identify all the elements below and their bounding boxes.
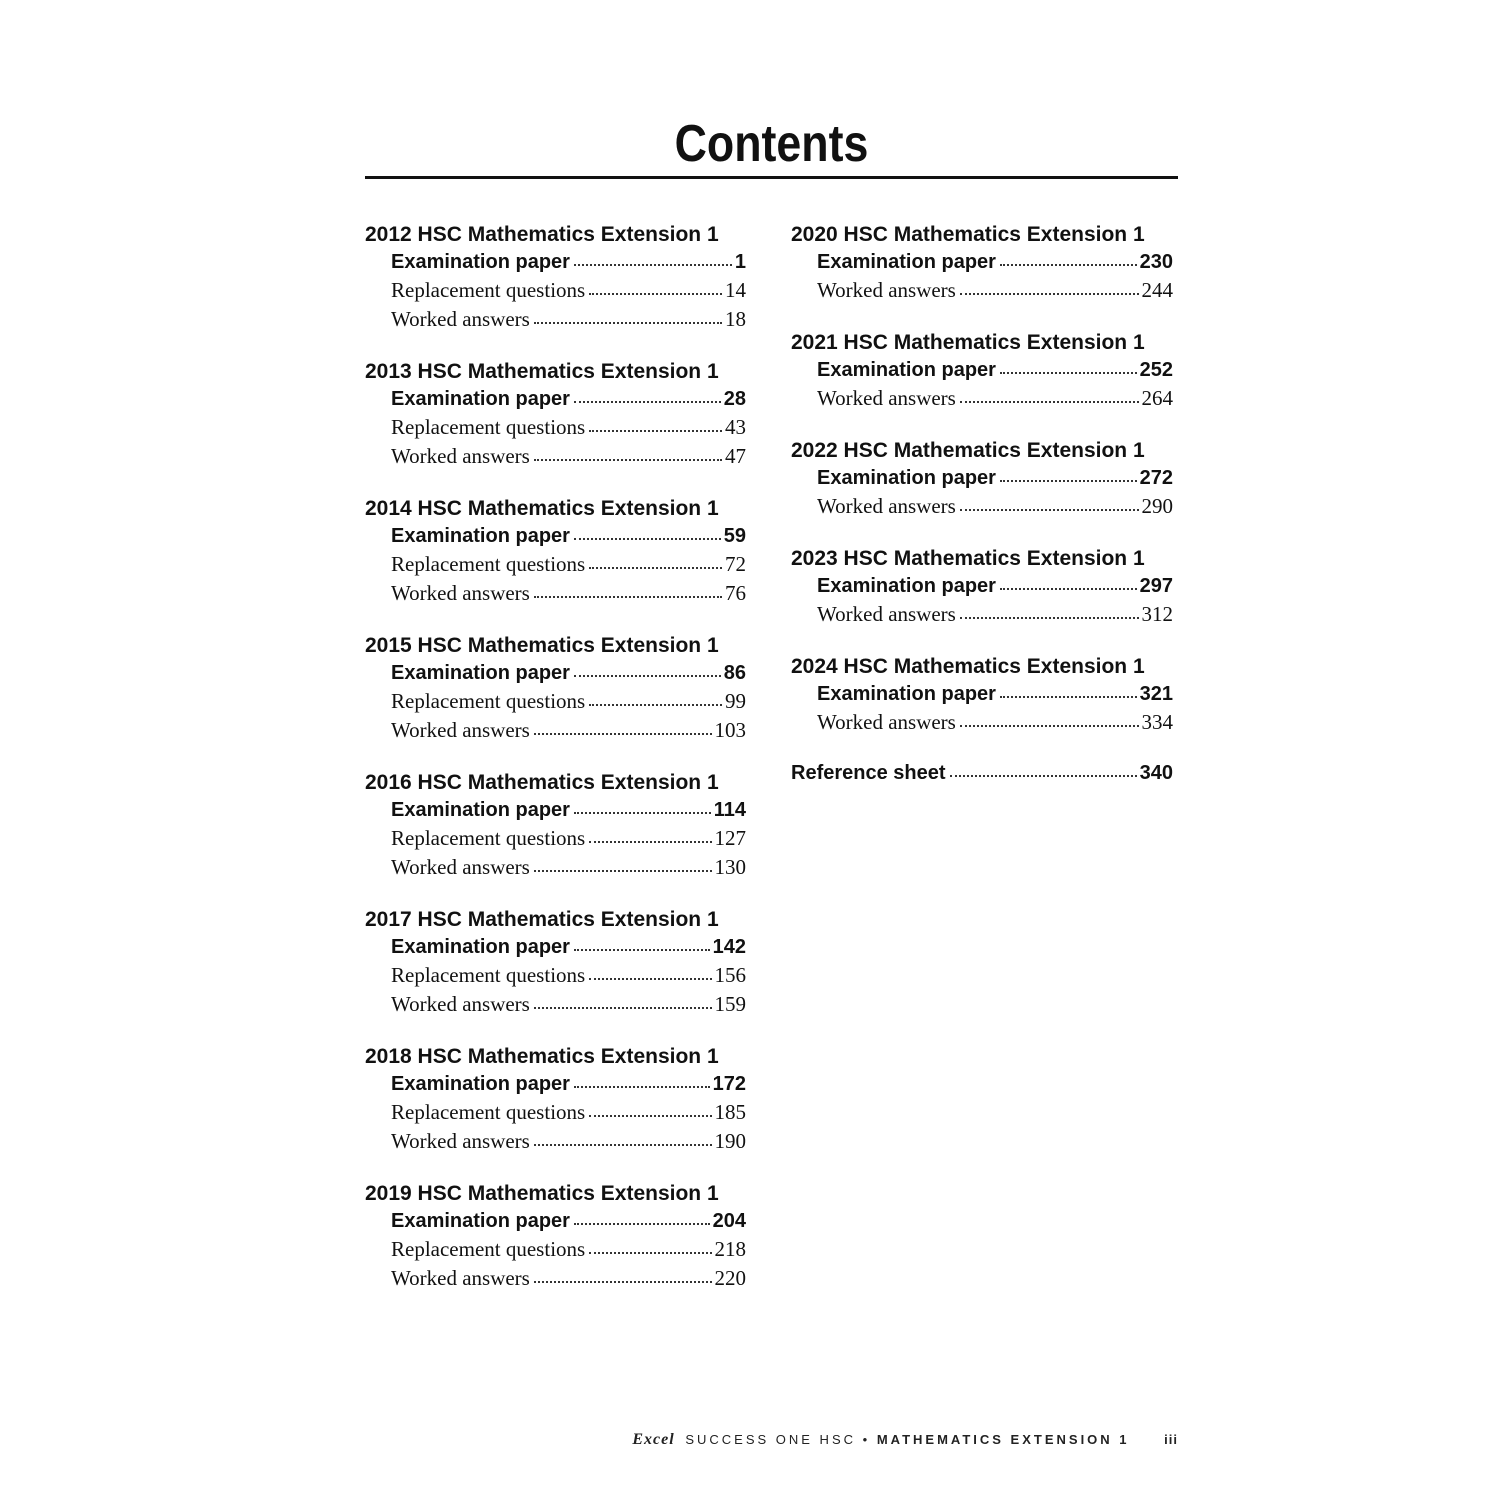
toc-entry-page: 127 (714, 826, 746, 850)
footer-page-number: iii (1164, 1432, 1178, 1447)
toc-entry-label: Worked answers (817, 494, 956, 518)
dot-leader (589, 567, 722, 569)
dot-leader (534, 1144, 712, 1146)
toc-entry-page: 156 (714, 963, 746, 987)
toc-entry-page: 86 (723, 662, 746, 684)
toc-entry-label: Worked answers (391, 444, 530, 468)
toc-entry-label: Examination paper (391, 662, 570, 684)
toc-entry-page: 204 (712, 1210, 746, 1232)
dot-leader (534, 1007, 712, 1009)
toc-entry-page: 220 (714, 1266, 746, 1290)
toc-entry-page: 47 (725, 444, 746, 468)
toc-entry-label: Replacement questions (391, 826, 586, 850)
page-title: Contents (674, 115, 869, 173)
toc-entry-page: 114 (713, 799, 746, 821)
section-heading: 2014 HSC Mathematics Extension 1 (365, 497, 719, 520)
toc-entry[interactable] (365, 824, 746, 853)
dot-leader (574, 401, 721, 403)
section-heading: 2019 HSC Mathematics Extension 1 (365, 1182, 719, 1205)
toc-section (365, 1042, 746, 1156)
toc-entry[interactable] (791, 465, 1173, 492)
toc-entry-reference-sheet[interactable] (791, 760, 1173, 787)
toc-entry-page: 252 (1139, 359, 1173, 381)
dot-leader (574, 1223, 710, 1225)
toc-entry-page: 14 (725, 278, 746, 302)
dot-leader (950, 775, 1137, 777)
footer-separator: • (862, 1432, 871, 1447)
toc-entry-label: Examination paper (391, 1073, 570, 1095)
toc-entry-label: Examination paper (817, 467, 996, 489)
toc-entry-page: 264 (1141, 386, 1173, 410)
toc-right-column (791, 220, 1173, 787)
dot-leader (589, 1115, 711, 1117)
dot-leader (960, 509, 1139, 511)
toc-entry-page: 28 (723, 388, 746, 410)
toc-entry-page: 218 (714, 1237, 746, 1261)
dot-leader (589, 704, 722, 706)
dot-leader (574, 949, 710, 951)
toc-entry-label: Examination paper (391, 251, 570, 273)
toc-entry-label: Worked answers (391, 1129, 530, 1153)
dot-leader (1000, 696, 1137, 698)
toc-entry[interactable] (791, 357, 1173, 384)
dot-leader (589, 430, 722, 432)
page-footer (632, 1431, 1178, 1449)
footer-brand: Excel (632, 1431, 675, 1448)
toc-entry[interactable] (791, 384, 1173, 413)
toc-entry[interactable] (365, 1208, 746, 1235)
dot-leader (589, 293, 722, 295)
toc-entry-label: Replacement questions (391, 1100, 586, 1124)
section-heading: 2015 HSC Mathematics Extension 1 (365, 634, 719, 657)
section-heading: 2020 HSC Mathematics Extension 1 (791, 223, 1145, 246)
toc-entry-label: Worked answers (391, 855, 530, 879)
toc-entry[interactable] (365, 1071, 746, 1098)
dot-leader (574, 538, 721, 540)
toc-section (365, 494, 746, 608)
toc-entry-label: Examination paper (391, 1210, 570, 1232)
dot-leader (534, 322, 722, 324)
dot-leader (534, 459, 722, 461)
toc-entry[interactable] (365, 386, 746, 413)
toc-entry-label: Reference sheet (791, 762, 946, 784)
toc-entry-page: 290 (1141, 494, 1173, 518)
toc-entry-label: Examination paper (817, 683, 996, 705)
toc-entry[interactable] (365, 1127, 746, 1156)
toc-section (365, 905, 746, 1019)
toc-section (365, 220, 746, 334)
toc-entry-page: 172 (712, 1073, 746, 1095)
dot-leader (960, 617, 1139, 619)
toc-entry-label: Worked answers (817, 710, 956, 734)
toc-entry[interactable] (365, 961, 746, 990)
toc-entry-page: 321 (1139, 683, 1173, 705)
dot-leader (960, 401, 1139, 403)
toc-entry[interactable] (365, 550, 746, 579)
toc-entry[interactable] (365, 660, 746, 687)
toc-section (365, 357, 746, 471)
toc-entry-label: Worked answers (391, 1266, 530, 1290)
section-heading: 2018 HSC Mathematics Extension 1 (365, 1045, 719, 1068)
toc-entry[interactable] (791, 249, 1173, 276)
toc-entry-label: Examination paper (391, 388, 570, 410)
toc-section (791, 220, 1173, 305)
toc-entry-page: 103 (714, 718, 746, 742)
toc-entry-page: 72 (725, 552, 746, 576)
toc-entry-label: Replacement questions (391, 689, 586, 713)
toc-entry[interactable] (791, 681, 1173, 708)
dot-leader (1000, 264, 1137, 266)
toc-entry-label: Replacement questions (391, 552, 586, 576)
toc-entry-label: Worked answers (391, 307, 530, 331)
toc-section (791, 328, 1173, 413)
toc-entry[interactable] (365, 687, 746, 716)
toc-section (791, 652, 1173, 737)
toc-section (365, 768, 746, 882)
toc-section (791, 436, 1173, 521)
toc-entry[interactable] (365, 1235, 746, 1264)
toc-entry[interactable] (791, 276, 1173, 305)
toc-entry-label: Replacement questions (391, 278, 586, 302)
toc-entry-label: Worked answers (391, 992, 530, 1016)
toc-entry-page: 272 (1139, 467, 1173, 489)
toc-entry[interactable] (365, 442, 746, 471)
dot-leader (574, 264, 732, 266)
toc-entry[interactable] (365, 276, 746, 305)
dot-leader (574, 812, 711, 814)
dot-leader (534, 870, 712, 872)
toc-entry-label: Examination paper (817, 359, 996, 381)
toc-entry-page: 185 (714, 1100, 746, 1124)
toc-entry-page: 142 (712, 936, 746, 958)
footer-subject: MATHEMATICS EXTENSION 1 (876, 1432, 1130, 1447)
dot-leader (574, 1086, 710, 1088)
toc-entry-page: 99 (725, 689, 746, 713)
toc-entry-page: 43 (725, 415, 746, 439)
toc-entry-label: Worked answers (817, 386, 956, 410)
toc-entry-label: Examination paper (817, 251, 996, 273)
section-heading: 2024 HSC Mathematics Extension 1 (791, 655, 1145, 678)
toc-entry-label: Replacement questions (391, 415, 586, 439)
toc-entry[interactable] (365, 934, 746, 961)
toc-entry-page: 244 (1141, 278, 1173, 302)
footer-series: SUCCESS ONE HSC (685, 1432, 857, 1447)
section-heading: 2022 HSC Mathematics Extension 1 (791, 439, 1145, 462)
toc-entry-page: 312 (1141, 602, 1173, 626)
section-heading: 2012 HSC Mathematics Extension 1 (365, 223, 719, 246)
dot-leader (1000, 480, 1137, 482)
toc-entry-page: 130 (714, 855, 746, 879)
toc-entry-page: 159 (714, 992, 746, 1016)
toc-entry[interactable] (365, 797, 746, 824)
toc-entry-page: 334 (1141, 710, 1173, 734)
toc-entry[interactable] (365, 853, 746, 882)
dot-leader (960, 293, 1139, 295)
toc-section (365, 631, 746, 745)
dot-leader (1000, 372, 1137, 374)
toc-entry-page: 297 (1139, 575, 1173, 597)
toc-entry-label: Worked answers (391, 718, 530, 742)
toc-entry-page: 340 (1139, 762, 1173, 784)
toc-entry-page: 76 (725, 581, 746, 605)
dot-leader (574, 675, 721, 677)
toc-entry[interactable] (365, 1264, 746, 1293)
section-heading: 2013 HSC Mathematics Extension 1 (365, 360, 719, 383)
toc-entry[interactable] (365, 716, 746, 745)
dot-leader (589, 1252, 711, 1254)
toc-entry[interactable] (791, 708, 1173, 737)
toc-entry[interactable] (365, 990, 746, 1019)
toc-entry[interactable] (365, 305, 746, 334)
toc-entry-label: Worked answers (817, 278, 956, 302)
toc-entry[interactable] (791, 600, 1173, 629)
toc-left-column (365, 220, 746, 1316)
section-heading: 2023 HSC Mathematics Extension 1 (791, 547, 1145, 570)
dot-leader (534, 1281, 712, 1283)
dot-leader (534, 733, 712, 735)
dot-leader (1000, 588, 1137, 590)
dot-leader (960, 725, 1139, 727)
toc-entry-page: 190 (714, 1129, 746, 1153)
dot-leader (534, 596, 722, 598)
toc-entry-label: Examination paper (391, 525, 570, 547)
toc-entry-page: 1 (734, 251, 746, 273)
section-heading: 2021 HSC Mathematics Extension 1 (791, 331, 1145, 354)
toc-entry[interactable] (365, 579, 746, 608)
toc-entry-label: Examination paper (391, 936, 570, 958)
dot-leader (589, 841, 711, 843)
toc-entry[interactable] (791, 492, 1173, 521)
toc-entry-page: 230 (1139, 251, 1173, 273)
toc-entry-label: Worked answers (391, 581, 530, 605)
section-heading: 2016 HSC Mathematics Extension 1 (365, 771, 719, 794)
toc-entry[interactable] (365, 1098, 746, 1127)
toc-section (365, 1179, 746, 1293)
section-heading: 2017 HSC Mathematics Extension 1 (365, 908, 719, 931)
toc-entry[interactable] (365, 523, 746, 550)
toc-entry[interactable] (791, 573, 1173, 600)
toc-entry-label: Examination paper (817, 575, 996, 597)
toc-entry-label: Replacement questions (391, 1237, 586, 1261)
toc-section (791, 544, 1173, 629)
dot-leader (589, 978, 711, 980)
toc-entry[interactable] (365, 249, 746, 276)
toc-entry-page: 59 (723, 525, 746, 547)
toc-entry-page: 18 (725, 307, 746, 331)
toc-entry[interactable] (365, 413, 746, 442)
toc-entry-label: Replacement questions (391, 963, 586, 987)
title-rule (365, 176, 1178, 179)
toc-entry-label: Examination paper (391, 799, 570, 821)
toc-entry-label: Worked answers (817, 602, 956, 626)
